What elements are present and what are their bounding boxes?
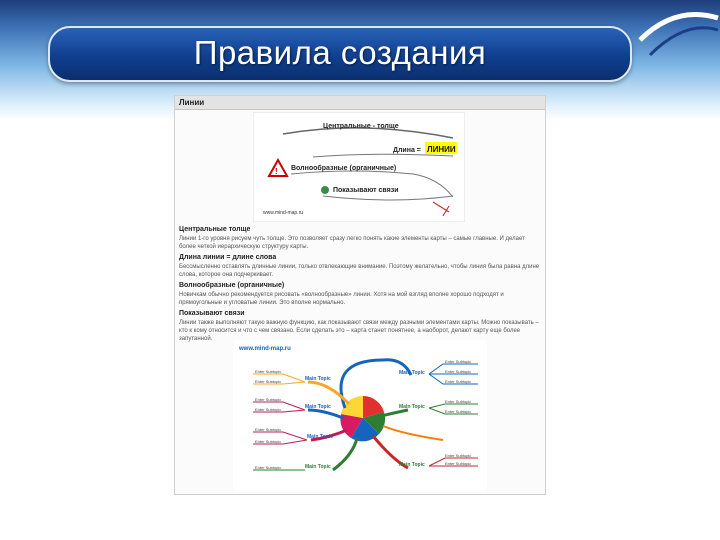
subtopic-r1: Enter Subtopic (445, 359, 472, 364)
subtopic-l7: Enter Subtopic (255, 465, 282, 470)
decorative-swoosh (630, 0, 720, 70)
site-label: www.mind-map.ru (263, 210, 304, 216)
main-topic-6: Main Topic (399, 404, 425, 410)
main-topic-7: Main Topic (399, 462, 425, 468)
wavy-label: Волнообразные (органичные) (291, 165, 397, 172)
subtopic-l4: Enter Subtopic (255, 407, 282, 412)
slide-title-bar (48, 26, 632, 82)
subtopic-r4: Enter Subtopic (445, 399, 472, 404)
subtopic-r3: Enter Subtopic (445, 379, 472, 384)
length-label: Длина = (393, 147, 421, 154)
section-text-1: Линии 1-го уровня рисуем чуть толще. Это позволяет сразу легко понять какие элементы карты – самые главные. И делает более четкой иерархическую структуру карты. (179, 236, 525, 250)
document-image (174, 95, 546, 495)
links-label: Показывают связи (333, 187, 399, 194)
subtopic-l5: Enter Subtopic (255, 427, 282, 432)
section-text-3: Новичкам обычно рекомендуется рисовать «волнообразные» линии. Хотя на мой взгляд вполне хорошо подходят и прямоугольные и угловатые линии. Это вполне нормально. (179, 292, 504, 306)
subtopic-l3: Enter Subtopic (255, 397, 282, 402)
main-topic-2: Main Topic (305, 404, 331, 410)
section-text-2: Бессмысленно оставлять длинные линии, только отвлекающие внимание. Поэтому желательно, чтобы линия была равна длине слова, которое она подчеркивает. (179, 264, 540, 278)
section-text-4: Линии также выполняют такую важную функцию, как показывают связи между разными элементами карты. Можно показывать – кто к кому относится и что с чем связано. Если сделать это – карта станет понятнее, а наоборот, делают карту еще более запутанной. (179, 320, 539, 342)
section-heading-4: Показывают связи (179, 310, 245, 317)
subtopic-l2: Enter Subtopic (255, 379, 282, 384)
section-heading-3: Волнообразные (органичные) (179, 282, 285, 289)
central-label: Центральные - толще (323, 123, 399, 130)
mindmap-site-label: www.mind-map.ru (239, 346, 291, 352)
subtopic-r2: Enter Subtopic (445, 369, 472, 374)
subtopic-l6: Enter Subtopic (255, 439, 282, 444)
subtopic-r5: Enter Subtopic (445, 409, 472, 414)
main-topic-3: Main Topic (307, 434, 333, 440)
mind-map-diagram (233, 340, 487, 492)
subtopic-r7: Enter Subtopic (445, 461, 472, 466)
section-heading-2: Длина линии = длине слова (179, 254, 277, 261)
lines-word: ЛИНИИ (427, 145, 456, 154)
links-icon (321, 186, 329, 194)
lines-rules-diagram (253, 112, 465, 222)
slide-title: Правила создания (193, 34, 487, 71)
document-header: Линии (175, 96, 545, 110)
svg-text:!: ! (275, 167, 278, 176)
subtopic-l1: Enter Subtopic (255, 369, 282, 374)
main-topic-1: Main Topic (305, 376, 331, 382)
main-topic-4: Main Topic (305, 464, 331, 470)
subtopic-r6: Enter Subtopic (445, 453, 472, 458)
section-heading-1: Центральные толще (179, 226, 251, 233)
main-topic-5: Main Topic (399, 370, 425, 376)
